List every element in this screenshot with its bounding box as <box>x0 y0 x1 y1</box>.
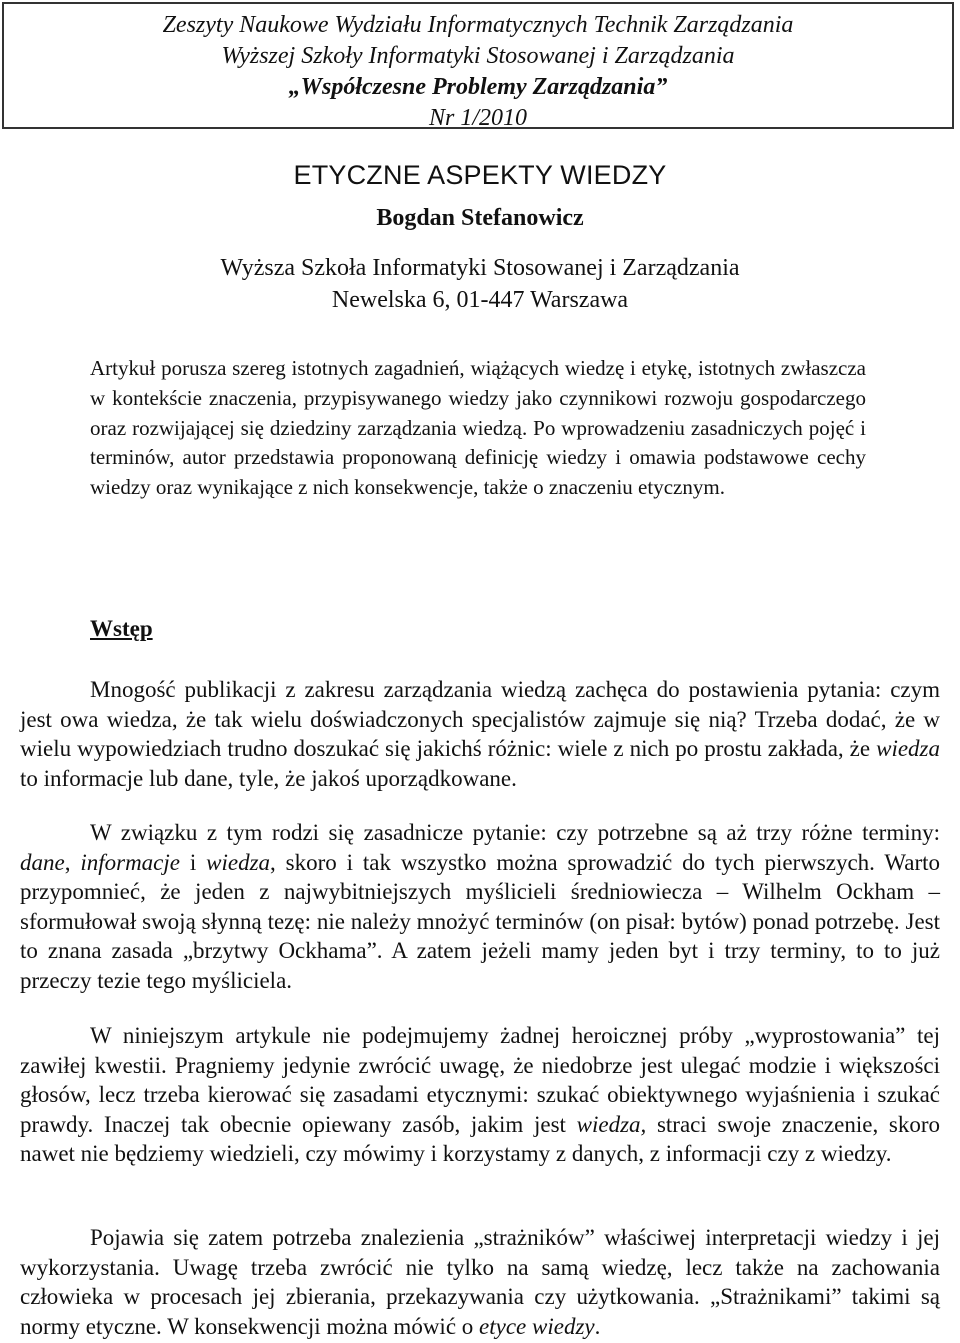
text-span: Pojawia się zatem potrzeba znalezienia „strażników” właściwej interpretacji wiedzy i jej wykorzystania. Uwagę trzeba zwrócić nie tylko na samą wiedzę, lecz także na zachowania człowieka w procesach jej zbierania, przekazywania czy użytkowania. „Strażnikami” takimi są normy etyczne. W konsekwencji można mówić o <box>20 1225 940 1339</box>
text-span: to informacje lub dane, tyle, że jakoś uporządkowane. <box>20 765 517 791</box>
body-paragraph-2 <box>20 818 940 996</box>
article-title-block <box>0 160 960 316</box>
journal-publisher: Wyższej Szkoły Informatyki Stosowanej i Zarządzania <box>221 43 735 69</box>
journal-series-name: Zeszyty Naukowe Wydziału Informatycznych Technik Zarządzania <box>162 12 794 38</box>
journal-header-box <box>2 2 954 129</box>
italic-term: wiedza, <box>576 1111 647 1137</box>
text-span: , skoro i tak wszystko można sprowadzić do tych pierwszych. Warto przypomnieć, że jeden z najwybitniejszych myślicieli średniowiecza – Wilhelm Ockham – sformułował swoją słynną tezę: nie należy mnożyć terminów (on pisał: bytów) ponad potrzebę. Jest to znana zasada „brzytwy Ockhama”. A zatem jeżeli mamy jeden byt i trzy terminy, to to już przeczy tezie tego myśliciela. <box>20 849 941 993</box>
text-span: , <box>64 849 81 875</box>
italic-term: informacje <box>80 849 180 875</box>
article-author: Bogdan Stefanowicz <box>376 205 584 231</box>
text-span: straci swoje znaczenie, skoro nawet nie będziemy wiedzieli, czy mówimy i korzystamy z danych, z informacji czy z wiedzy. <box>20 1111 940 1167</box>
body-paragraph-3 <box>20 1021 940 1169</box>
text-span: W związku z tym rodzi się zasadnicze pytanie: czy potrzebne są aż trzy różne terminy: <box>90 820 940 845</box>
journal-title: „Współczesne Problemy Zarządzania” <box>288 74 668 100</box>
journal-issue: Nr 1/2010 <box>428 105 527 131</box>
italic-term: dane <box>20 849 65 875</box>
italic-term: wiedza <box>876 736 940 762</box>
text-span: Mnogość publikacji z zakresu zarządzania wiedzą zachęca do postawienia pytania: czym jest owa wiedza, że tak wielu doświadczonych specjalistów zajmuje się nią? Trzeba dodać, że w wielu wypowiedziach trudno doszukać się jakichś różnic: wiele z nich po prostu zakłada, że <box>20 677 940 762</box>
text-span: W niniejszym artykule nie podejmujemy żadnej heroicznej próby „wyprostowania” tej zawiłej kwestii. Pragniemy jedynie zwrócić uwagę, że niedobrze jest ulegać modzie i większości głosów, lecz trzeba kierować się zasadami etycznymi: szukać obiektywnego wyjaśnienia i szukać prawdy. Inaczej tak obecnie opiewany zasób, jakim jest <box>20 1023 940 1137</box>
body-paragraph-1 <box>20 675 940 793</box>
italic-term: etyce wiedzy <box>479 1313 595 1339</box>
article-title: ETYCZNE ASPEKTY WIEDZY <box>293 160 667 190</box>
author-affiliation <box>0 252 960 316</box>
affiliation-address: Newelska 6, 01-447 Warszawa <box>331 287 629 313</box>
text-span: i <box>180 849 207 875</box>
abstract: Artykuł porusza szereg istotnych zagadnień, wiążących wiedzę i etykę, istotnych zwłaszcza w kontekście znaczenia, przypisywanego wiedzy jako czynnikowi rozwoju gospodarczego oraz rozwijającej się dziedziny zarządzania wiedzą. Po wprowadzeniu zasadniczych pojęć i terminów, autor przedstawia proponowaną definicję wiedzy i omawia podstawowe cechy wiedzy oraz wynikające z nich konsekwencje, także o znaczeniu etycznym. <box>90 356 866 500</box>
italic-term: wiedza <box>206 849 271 875</box>
section-heading-introduction: Wstęp <box>90 616 153 641</box>
text-span: . <box>594 1313 601 1339</box>
body-paragraph-4 <box>20 1223 940 1341</box>
affiliation-institution: Wyższa Szkoła Informatyki Stosowanej i Zarządzania <box>220 255 740 281</box>
